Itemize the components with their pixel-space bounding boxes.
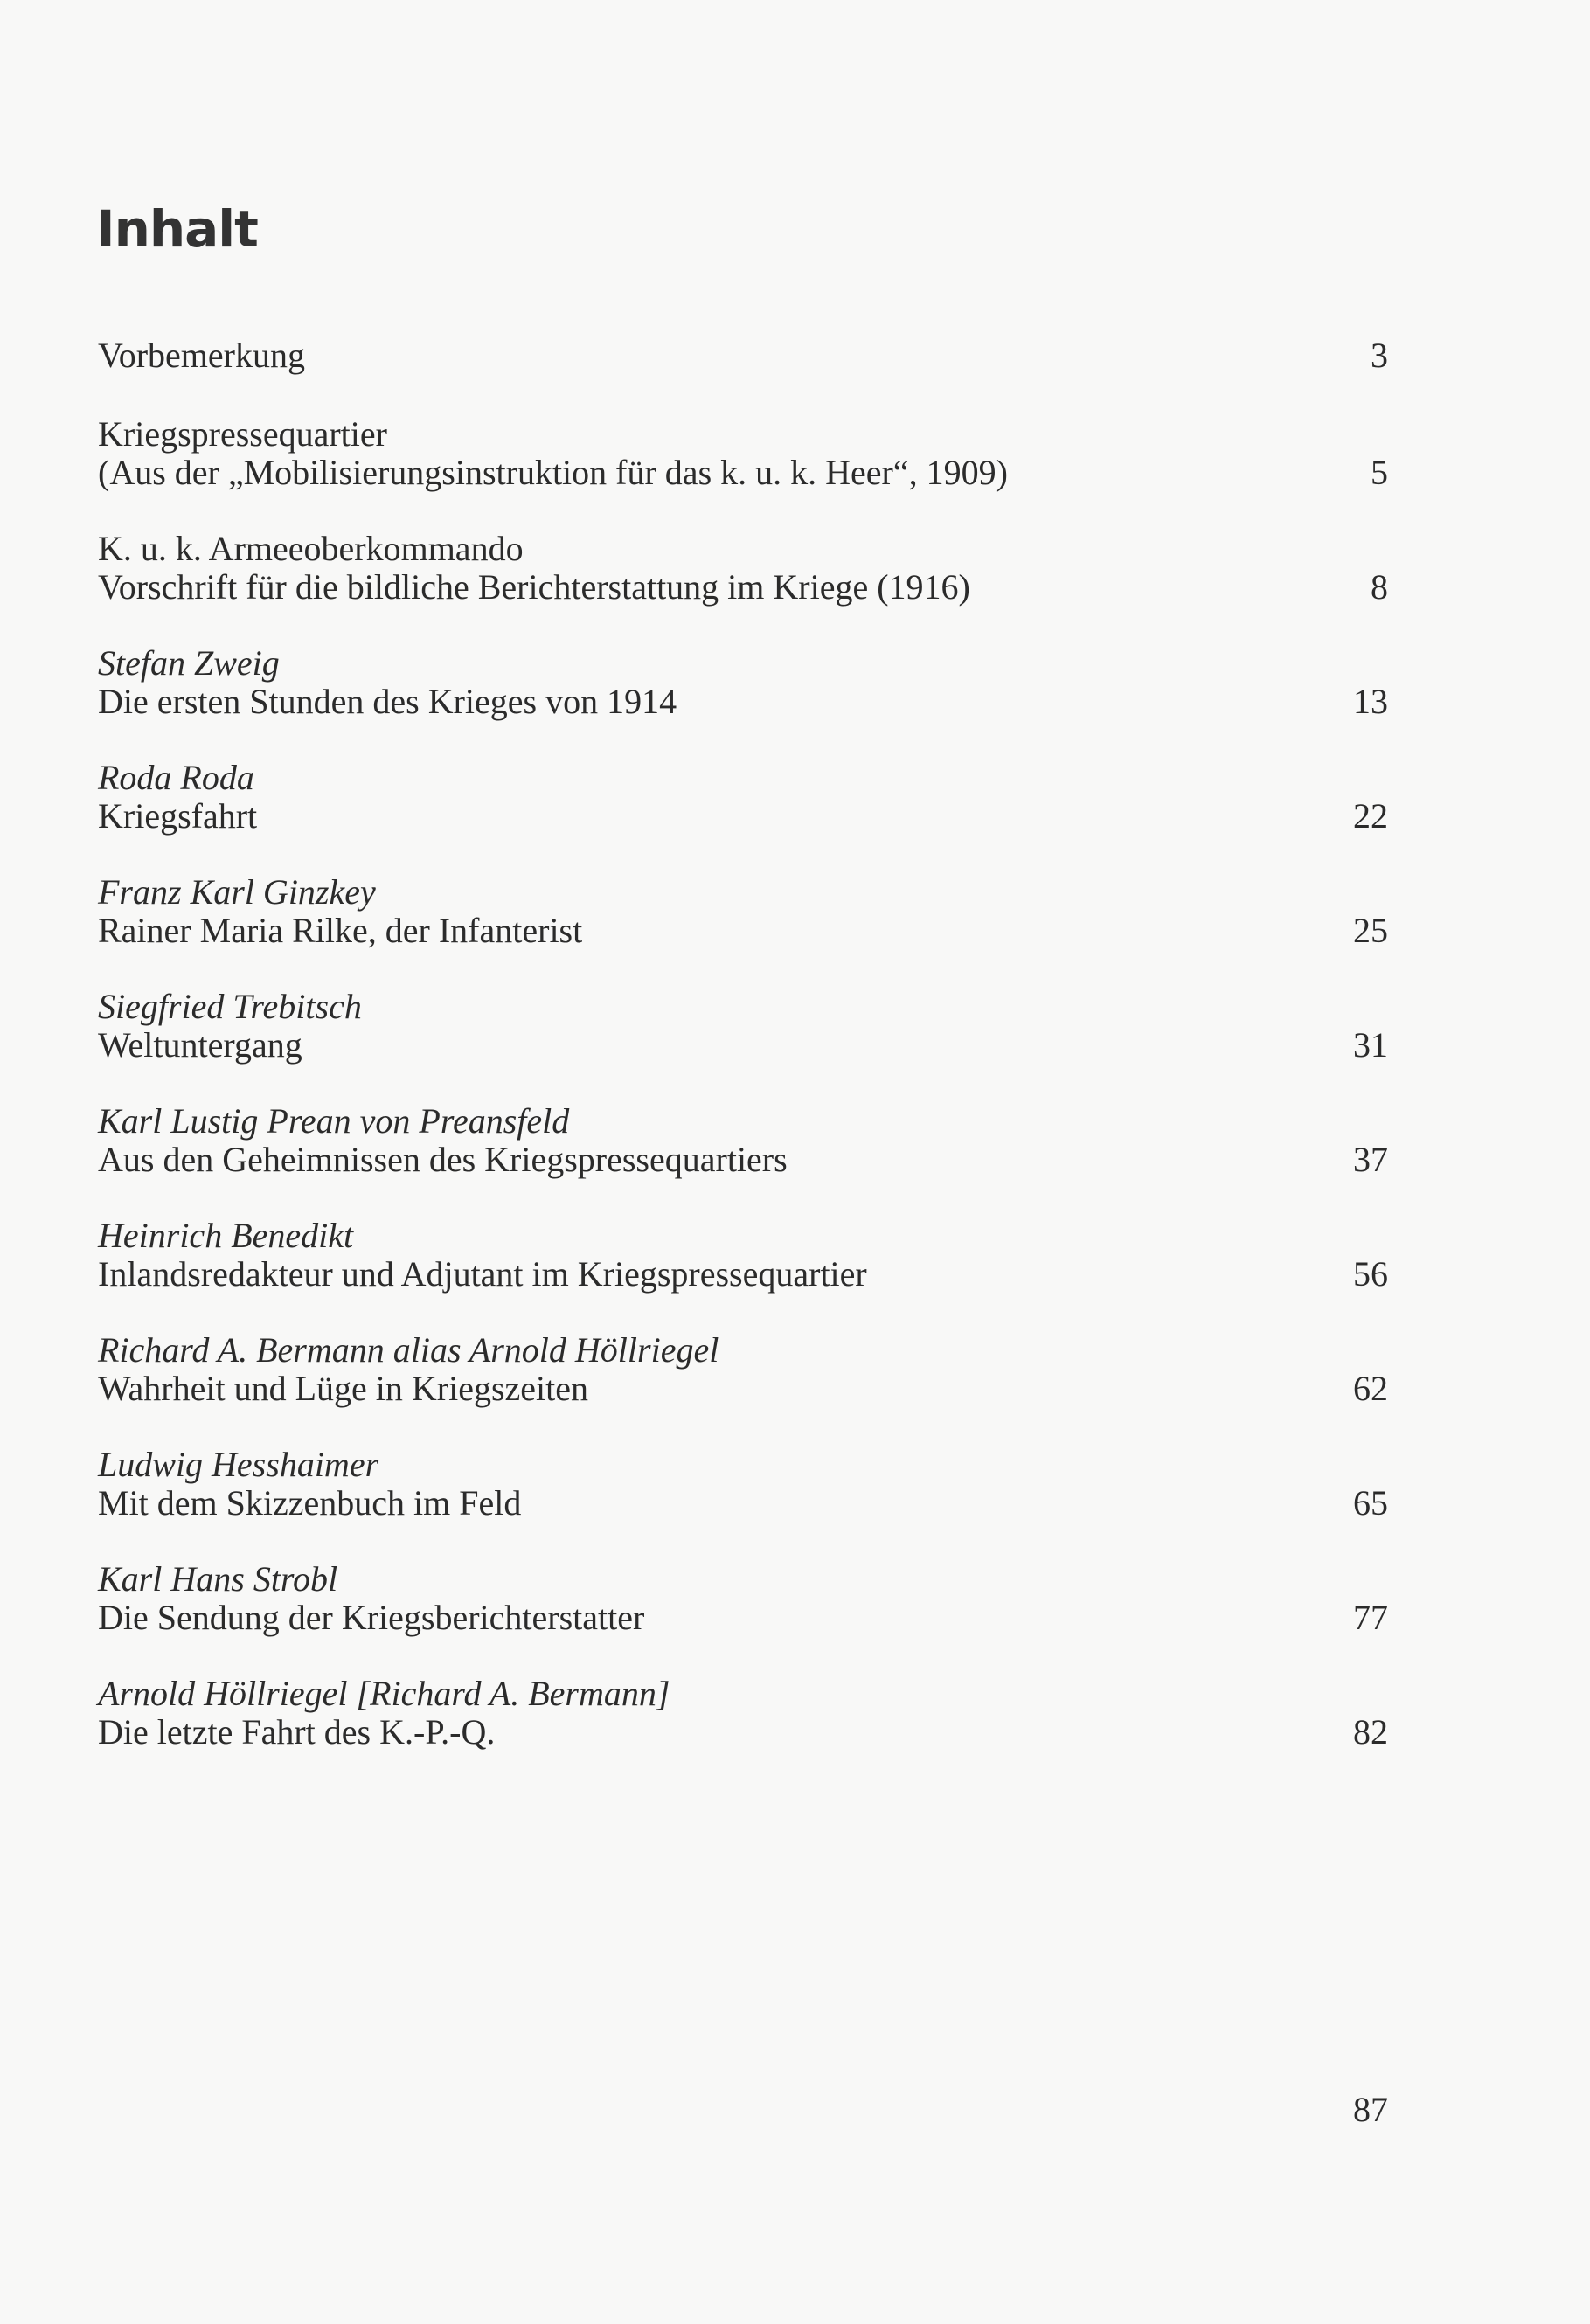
toc-entry	[98, 644, 1388, 721]
page-number: 87	[1353, 2090, 1388, 2129]
toc-title: Kriegspressequartier	[98, 414, 387, 454]
toc-entry	[98, 1560, 1388, 1637]
toc-page-number: 25	[1353, 911, 1388, 950]
toc-title: Die Sendung der Kriegsberichterstatter	[98, 1598, 645, 1637]
toc-entry	[98, 873, 1388, 950]
toc-author: Franz Karl Ginzkey	[98, 872, 376, 912]
toc-page-number: 37	[1353, 1140, 1388, 1179]
toc-entry	[98, 1217, 1388, 1294]
toc-author: Heinrich Benedikt	[98, 1216, 354, 1255]
toc-page-number: 62	[1353, 1369, 1388, 1408]
toc-page-number: 5	[1371, 453, 1388, 492]
toc-author: Roda Roda	[98, 758, 254, 797]
toc-title: Inlandsredakteur und Adjutant im Kriegspressequartier	[98, 1254, 867, 1294]
toc-title: (Aus der „Mobilisierungsinstruktion für das k. u. k. Heer“, 1909)	[98, 453, 1008, 492]
toc-page-number: 13	[1353, 682, 1388, 721]
toc-title: Wahrheit und Lüge in Kriegszeiten	[98, 1369, 589, 1408]
toc-page-number: 77	[1353, 1598, 1388, 1637]
toc-title: Mit dem Skizzenbuch im Feld	[98, 1483, 522, 1523]
toc-entry	[98, 530, 1388, 607]
toc-title: Vorbemerkung	[98, 336, 305, 375]
toc-entry	[98, 1675, 1388, 1752]
toc-page-number: 82	[1353, 1712, 1388, 1752]
toc-page-number: 8	[1371, 567, 1388, 607]
page-title: Inhalt	[96, 199, 258, 259]
toc-author: Siegfried Trebitsch	[98, 987, 362, 1026]
toc-title: Kriegsfahrt	[98, 796, 258, 836]
toc-title: Aus den Geheimnissen des Kriegspressequartiers	[98, 1140, 788, 1179]
toc-author: Karl Hans Strobl	[98, 1559, 338, 1599]
toc-page-number: 3	[1371, 336, 1388, 375]
toc-entry	[98, 1102, 1388, 1179]
toc-title: Rainer Maria Rilke, der Infanterist	[98, 911, 583, 950]
toc-author: Stefan Zweig	[98, 643, 280, 683]
toc-entry	[98, 988, 1388, 1065]
toc-title: Vorschrift für die bildliche Berichterstattung im Kriege (1916)	[98, 567, 970, 607]
toc-page-number: 56	[1353, 1254, 1388, 1294]
toc-entry	[98, 1446, 1388, 1523]
table-of-contents	[98, 336, 1388, 1789]
toc-author: Ludwig Hesshaimer	[98, 1445, 379, 1484]
toc-page-number: 31	[1353, 1025, 1388, 1065]
toc-title: K. u. k. Armeeoberkommando	[98, 529, 524, 568]
toc-page-number: 22	[1353, 796, 1388, 836]
toc-page-number: 65	[1353, 1483, 1388, 1523]
toc-title: Die ersten Stunden des Krieges von 1914	[98, 682, 677, 721]
toc-title: Die letzte Fahrt des K.-P.-Q.	[98, 1712, 496, 1752]
toc-entry	[98, 1331, 1388, 1408]
toc-entry	[98, 336, 1388, 375]
toc-entry	[98, 415, 1388, 492]
toc-title: Weltuntergang	[98, 1025, 302, 1065]
toc-author: Karl Lustig Prean von Preansfeld	[98, 1101, 570, 1141]
toc-author: Richard A. Bermann alias Arnold Höllriegel	[98, 1330, 719, 1370]
toc-entry	[98, 759, 1388, 836]
toc-author: Arnold Höllriegel [Richard A. Bermann]	[98, 1674, 670, 1713]
